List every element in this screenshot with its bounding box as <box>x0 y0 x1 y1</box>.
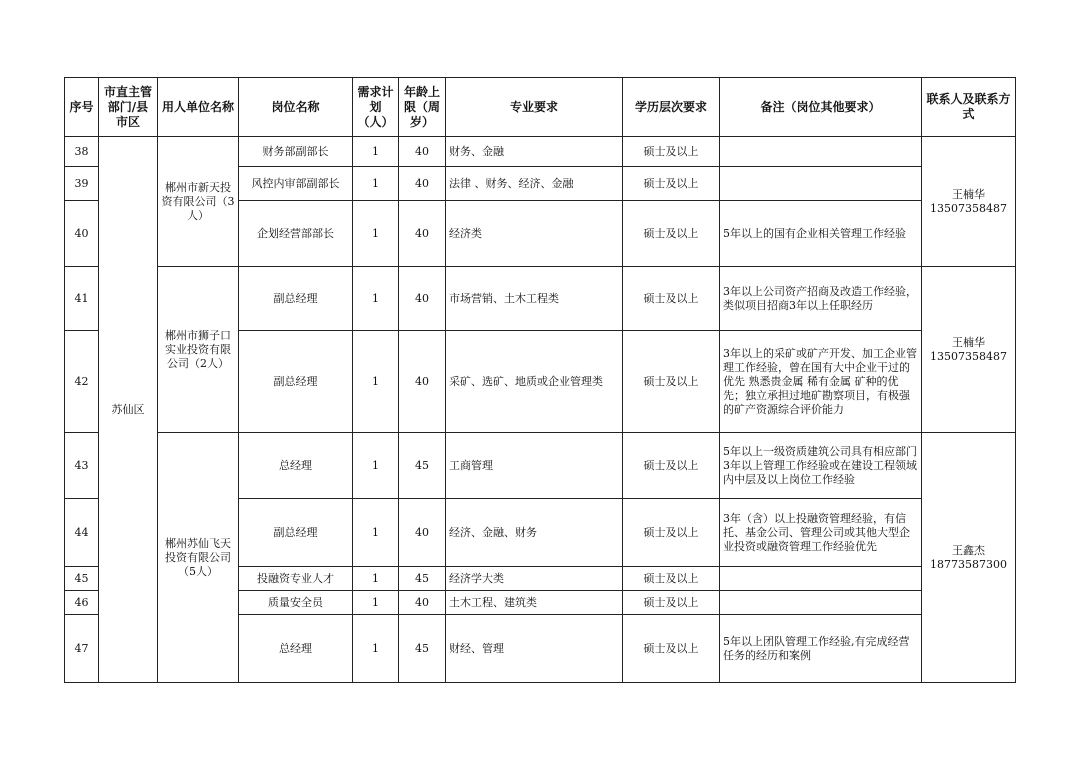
remark-cell: 5年以上一级资质建筑公司具有相应部门3年以上管理工作经验或在建设工程领域内中层及以上岗位工作经验 <box>720 433 922 499</box>
header-seq: 序号 <box>65 78 99 137</box>
major-cell: 财务、金融 <box>446 137 623 167</box>
seq-cell: 38 <box>65 137 99 167</box>
contact-name: 王鑫杰 <box>952 543 985 557</box>
age-cell: 40 <box>399 201 446 267</box>
major-cell: 法律 、财务、经济、金融 <box>446 167 623 201</box>
position-cell: 副总经理 <box>239 267 353 331</box>
unit-cell: 郴州市狮子口实业投资有限公司（2人） <box>158 267 239 433</box>
seq-cell: 40 <box>65 201 99 267</box>
edu-cell: 硕士及以上 <box>623 615 720 683</box>
major-cell: 采矿、选矿、地质或企业管理类 <box>446 331 623 433</box>
age-cell: 40 <box>399 331 446 433</box>
contact-cell <box>922 433 1016 683</box>
header-dept: 市直主管部门/县市区 <box>99 78 158 137</box>
position-cell: 企划经营部部长 <box>239 201 353 267</box>
age-cell: 40 <box>399 499 446 567</box>
remark-cell <box>720 567 922 591</box>
plan-cell: 1 <box>353 201 399 267</box>
position-cell: 风控内审部副部长 <box>239 167 353 201</box>
age-cell: 45 <box>399 433 446 499</box>
seq-cell: 46 <box>65 591 99 615</box>
age-cell: 40 <box>399 591 446 615</box>
position-cell: 副总经理 <box>239 331 353 433</box>
table-row <box>65 137 1016 167</box>
remark-cell <box>720 591 922 615</box>
seq-cell: 44 <box>65 499 99 567</box>
edu-cell: 硕士及以上 <box>623 433 720 499</box>
contact-phone: 13507358487 <box>930 349 1007 363</box>
plan-cell: 1 <box>353 331 399 433</box>
seq-cell: 43 <box>65 433 99 499</box>
plan-cell: 1 <box>353 591 399 615</box>
plan-cell: 1 <box>353 167 399 201</box>
remark-cell: 5年以上团队管理工作经验,有完成经营任务的经历和案例 <box>720 615 922 683</box>
edu-cell: 硕士及以上 <box>623 267 720 331</box>
remark-cell: 3年以上的采矿或矿产开发、加工企业管理工作经验，曾在国有大中企业干过的优先 熟悉贵金属 稀有金属 矿种的优先；独立承担过地矿勘察项目，有极强的矿产资源综合评价能力 <box>720 331 922 433</box>
header-unit: 用人单位名称 <box>158 78 239 137</box>
header-contact: 联系人及联系方式 <box>922 78 1016 137</box>
header-edu: 学历层次要求 <box>623 78 720 137</box>
edu-cell: 硕士及以上 <box>623 137 720 167</box>
contact-cell <box>922 267 1016 433</box>
edu-cell: 硕士及以上 <box>623 499 720 567</box>
plan-cell: 1 <box>353 433 399 499</box>
unit-cell: 郴州市新天投资有限公司（3人） <box>158 137 239 267</box>
plan-cell: 1 <box>353 267 399 331</box>
edu-cell: 硕士及以上 <box>623 167 720 201</box>
age-cell: 40 <box>399 137 446 167</box>
remark-cell <box>720 137 922 167</box>
recruitment-table <box>64 77 1016 683</box>
contact-name: 王楠华 <box>952 335 985 349</box>
major-cell: 市场营销、土木工程类 <box>446 267 623 331</box>
seq-cell: 45 <box>65 567 99 591</box>
plan-cell: 1 <box>353 137 399 167</box>
seq-cell: 47 <box>65 615 99 683</box>
major-cell: 经济类 <box>446 201 623 267</box>
major-cell: 经济学大类 <box>446 567 623 591</box>
table-row <box>65 433 1016 499</box>
position-cell: 投融资专业人才 <box>239 567 353 591</box>
contact-phone: 13507358487 <box>930 201 1007 215</box>
contact-phone: 18773587300 <box>930 557 1007 571</box>
header-plan: 需求计划（人） <box>353 78 399 137</box>
header-position: 岗位名称 <box>239 78 353 137</box>
edu-cell: 硕士及以上 <box>623 567 720 591</box>
major-cell: 经济、金融、财务 <box>446 499 623 567</box>
remark-cell: 3年以上公司资产招商及改造工作经验，类似项目招商3年以上任职经历 <box>720 267 922 331</box>
plan-cell: 1 <box>353 567 399 591</box>
major-cell: 工商管理 <box>446 433 623 499</box>
plan-cell: 1 <box>353 499 399 567</box>
seq-cell: 41 <box>65 267 99 331</box>
age-cell: 40 <box>399 267 446 331</box>
major-cell: 土木工程、建筑类 <box>446 591 623 615</box>
header-remark: 备注（岗位其他要求） <box>720 78 922 137</box>
edu-cell: 硕士及以上 <box>623 591 720 615</box>
remark-cell: 5年以上的国有企业相关管理工作经验 <box>720 201 922 267</box>
seq-cell: 39 <box>65 167 99 201</box>
district-cell: 苏仙区 <box>99 137 158 683</box>
unit-cell: 郴州苏仙飞天投资有限公司（5人） <box>158 433 239 683</box>
major-cell: 财经、管理 <box>446 615 623 683</box>
contact-cell <box>922 137 1016 267</box>
edu-cell: 硕士及以上 <box>623 331 720 433</box>
plan-cell: 1 <box>353 615 399 683</box>
header-major: 专业要求 <box>446 78 623 137</box>
age-cell: 45 <box>399 615 446 683</box>
remark-cell: 3年（含）以上投融资管理经验，有信托、基金公司、管理公司或其他大型企业投资或融资管理工作经验优先 <box>720 499 922 567</box>
contact-name: 王楠华 <box>952 187 985 201</box>
position-cell: 质量安全员 <box>239 591 353 615</box>
age-cell: 45 <box>399 567 446 591</box>
seq-cell: 42 <box>65 331 99 433</box>
table-row <box>65 267 1016 331</box>
header-row <box>65 78 1016 137</box>
remark-cell <box>720 167 922 201</box>
position-cell: 副总经理 <box>239 499 353 567</box>
header-age: 年龄上限（周岁） <box>399 78 446 137</box>
age-cell: 40 <box>399 167 446 201</box>
position-cell: 总经理 <box>239 615 353 683</box>
position-cell: 财务部副部长 <box>239 137 353 167</box>
edu-cell: 硕士及以上 <box>623 201 720 267</box>
position-cell: 总经理 <box>239 433 353 499</box>
